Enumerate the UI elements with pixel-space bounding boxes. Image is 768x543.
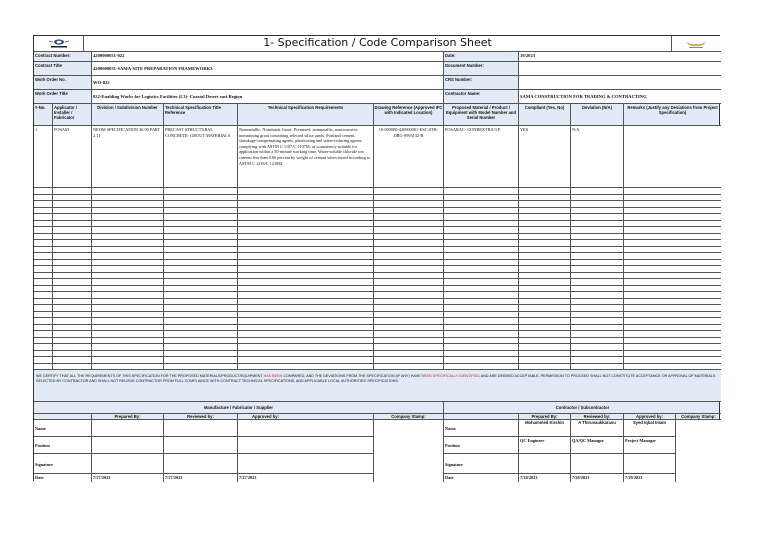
left-date-reviewed: 7/27/2023 [164, 474, 238, 482]
col-header-applicator: Applicator / Installer / Fabricator [53, 104, 92, 126]
row-applicator: FOSAM [53, 126, 92, 188]
left-signature-label: Signature [34, 454, 92, 474]
right-stamp-box [676, 420, 721, 482]
col-header-compliant: Compliant (Yes, No) [519, 104, 571, 126]
date-value: 19/2023 [519, 52, 721, 62]
right-date-reviewed: 7/29/2023 [571, 474, 624, 482]
row-material: FOSARAC- CONBEXTRA GP [444, 126, 519, 188]
col-header-drawing: Drawing Reference (Approved IFC with Indicated Location) [374, 104, 444, 126]
right-prepared-header: Prepared By: [519, 414, 571, 420]
row-requirements: Nonmetallic, Nonshrink Grout: Premixed, nonmetallic, noncorrosive, nonstaining grout containing selected silica sands, Portland cement, shrinkage-compensating agents, plasticizing and water-reducing agents, complying with ASTM C 1107/C 1107M, of consistency suitable for application within a 30-minute working time. Water-soluble chloride ion content less than 0.06 percent by weight of cement when tested according to ASTM C 1218/C 1218M. [238, 126, 374, 188]
right-name-reviewed: A Thiruvaukkarasu [571, 420, 624, 437]
certify-part3: AND ARE DEEMED ACCEPTABLE. PERMISSION TO PROCEED SHALL NOT CONSTITUTE ACCEPTANCE OR APPROVAL OF MATERIALS SELECTED BY CONTRACTOR AND SHALL NOT RELIEVE CONTRACTOR FROM FULL COMPLIANCE WITH CONTRACT TECHNICAL SPECIFICATIONS, AND APPLICABLE LOCAL AUTHORITIES' SPECIFICATIONS. [36, 374, 716, 383]
left-reviewed-header: Reviewed by: [164, 414, 238, 420]
work-order-title-value: 022-Enabling Works for Logistics Facilities (L3)- Coastal Desert east Region [92, 90, 444, 104]
col-header-spec-title: Technical Specification Title Reference [164, 104, 238, 126]
row-remarks [624, 126, 721, 188]
left-prepared-header: Prepared By: [92, 414, 164, 420]
row-deviation: N/A [571, 126, 624, 188]
col-header-deviation: Deviation (N/A) [571, 104, 624, 126]
right-date-label: Date [444, 474, 519, 482]
certify-part2: COMPARED, AND THE DEVIATIONS FROM THE SPECIFICATION (IF ANY) HAVE [282, 374, 422, 378]
left-position-label: Position [34, 437, 92, 454]
right-approved-header: Approved by: [624, 414, 676, 420]
spec-comparison-sheet [33, 35, 720, 481]
left-approved-header: Approved by: [238, 414, 374, 420]
left-signature-reviewed [164, 454, 238, 474]
col-header-material: Proposed Material / Product / Equipment with Model Number and Serial Number [444, 104, 519, 126]
contract-title-value: 4200000031-SAMA-SITE PREPARATION FRAMEWORK3 [92, 62, 444, 76]
crs-number-value [519, 76, 721, 90]
left-stamp-box [374, 420, 444, 482]
right-name-prepared: Mohammed Kirshin [519, 420, 571, 437]
empty-rows-grid [34, 188, 721, 370]
certify-red2: BEEN SPECIFICALLY IDENTIFIED [421, 374, 480, 378]
right-signature-reviewed [571, 454, 624, 474]
work-order-no-label: Work Order No. [34, 76, 92, 90]
certify-red1: HAS BEEN [263, 374, 283, 378]
right-name-approved: Syed Iqbal Imam [624, 420, 676, 437]
certify-part1: WE CERTIFY THAT ALL THE REQUIREMENTS OF THIS SPECIFICATION FOR THE PROPOSED MATERIALS/PRODUCT/EQUIPMENT [36, 374, 264, 378]
left-date-prepared: 7/27/2023 [92, 474, 164, 482]
left-position-reviewed [164, 437, 238, 454]
work-order-no-value: WO-022 [92, 76, 444, 90]
col-header-division: Division / Subdivision Number [92, 104, 164, 126]
left-name-approved [238, 420, 374, 437]
left-name-prepared [92, 420, 164, 437]
logo-icon [34, 36, 84, 52]
work-order-title-label: Work Order Title [34, 90, 92, 104]
document-number-value [519, 62, 721, 76]
contractor-name-label: Contractor Name: [444, 90, 519, 104]
left-position-prepared [92, 437, 164, 454]
right-date-prepared: 7/29/2023 [519, 474, 571, 482]
left-signature-approved [238, 454, 374, 474]
right-name-label: Name [444, 420, 519, 437]
row-drawing: 10-000000-420000001-ESC-STR-DRG-9993132-B [374, 126, 444, 188]
row-no: 1 [34, 126, 53, 188]
contractor-name-value: SAMA CONSTRUCTION FOR TRADING & CONTRACTING [519, 90, 721, 104]
client-logo [672, 36, 721, 52]
contract-number-value: 4200000031-022 [92, 52, 444, 62]
right-signature-label: Signature [444, 454, 519, 474]
left-position-approved [238, 437, 374, 454]
left-date-label: Date [34, 474, 92, 482]
right-position-reviewed: QA/QC Manager [571, 437, 624, 454]
right-stamp-header: Company Stamp: [676, 414, 721, 420]
row-division: NEOM SPECIFICATION 36 00 PART 2.11 [92, 126, 164, 188]
right-date-approved: 7/29/2023 [624, 474, 676, 482]
col-header-remarks: Remarks (Justify any Deviations from Project Specification) [624, 104, 721, 126]
right-signature-prepared [519, 454, 571, 474]
page-title: 1- Specification / Code Comparison Sheet [84, 36, 672, 52]
wings-logo-icon [672, 36, 721, 52]
left-signature-prepared [92, 454, 164, 474]
crs-number-label: CRS Number: [444, 76, 519, 90]
row-compliant: YES [519, 126, 571, 188]
certification-statement [34, 370, 721, 402]
manufacturer-section-header: Manufacture / Fabricator / Supplier [34, 402, 444, 414]
left-date-approved: 7/27/2023 [238, 474, 374, 482]
contract-title-label: Contract Title [34, 62, 92, 76]
col-header-no: #-No. [34, 104, 53, 126]
left-name-label: Name [34, 420, 92, 437]
company-logo [34, 36, 84, 52]
col-header-requirements: Technical Specification Requirements [238, 104, 374, 126]
document-number-label: Document Number: [444, 62, 519, 76]
row-spec-title: PRECAST STRUCTURAL CONCRETE- GROUT MATERIALS [164, 126, 238, 188]
right-signature-approved [624, 454, 676, 474]
left-name-reviewed [164, 420, 238, 437]
right-reviewed-header: Reviewed by: [571, 414, 624, 420]
left-stamp-header: Company Stamp: [374, 414, 444, 420]
date-label: Date: [444, 52, 519, 62]
right-position-approved: Project Manager [624, 437, 676, 454]
contractor-section-header: Contractor / Subcontractor [444, 402, 721, 414]
right-position-prepared: QC Engineer [519, 437, 571, 454]
contract-number-label: Contract Number: [34, 52, 92, 62]
right-position-label: Position [444, 437, 519, 454]
